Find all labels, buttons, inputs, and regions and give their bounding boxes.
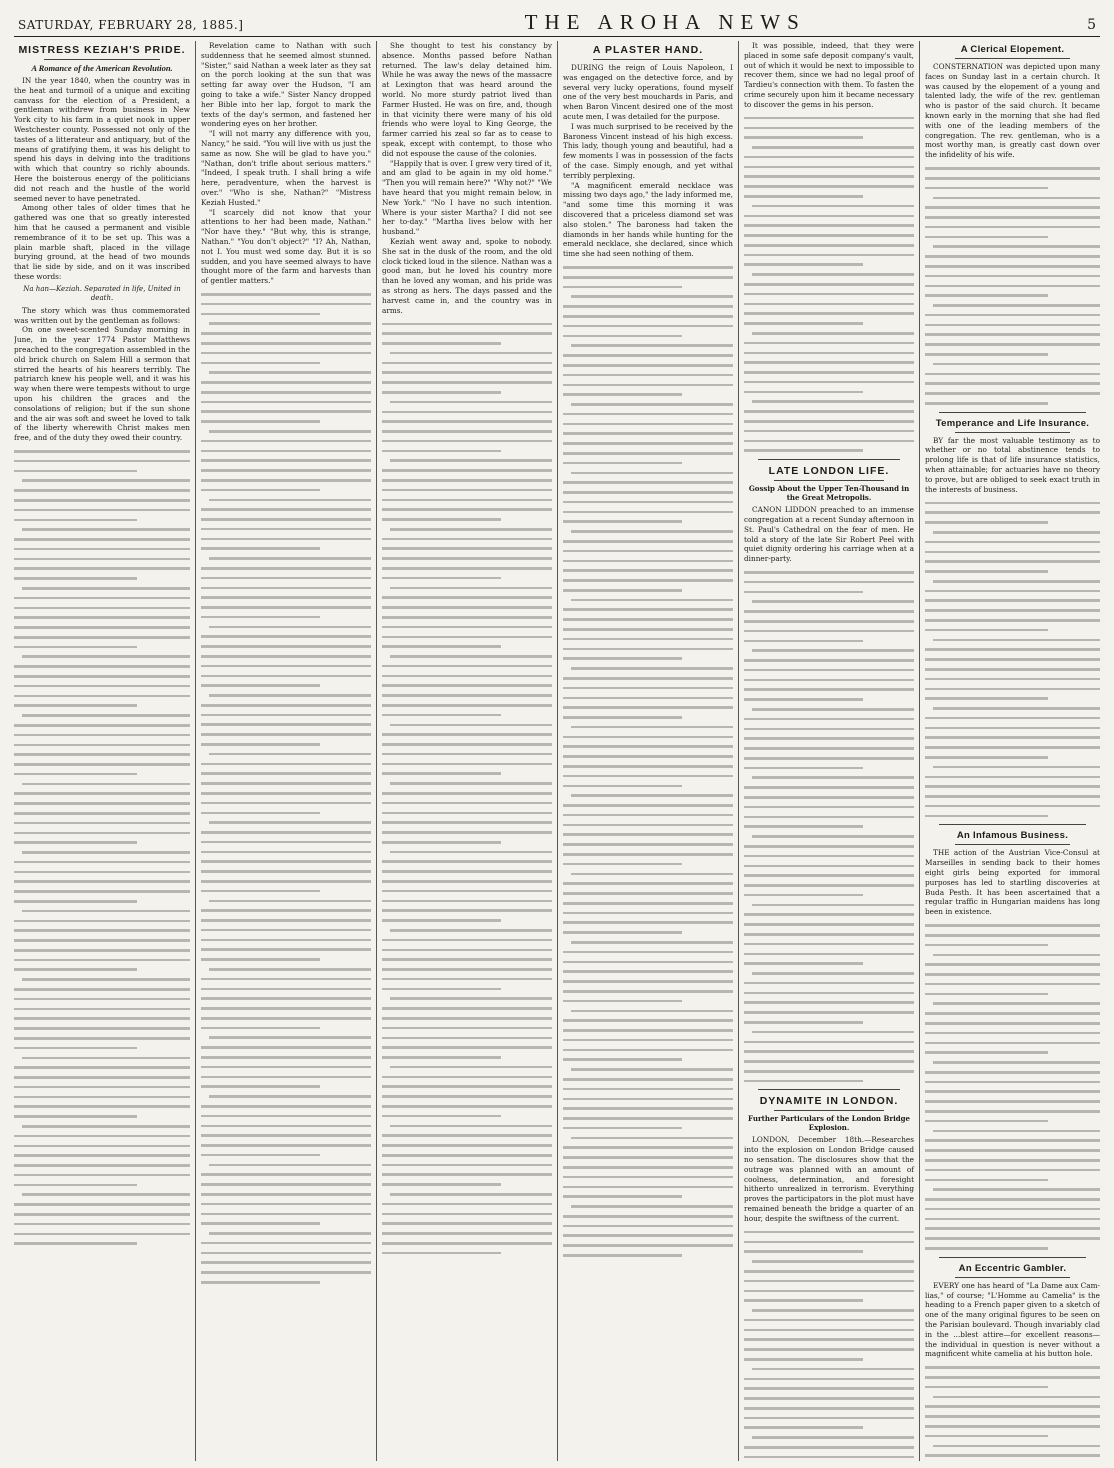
divider <box>955 432 1070 433</box>
article-body <box>925 62 1100 160</box>
article-body <box>382 41 552 315</box>
article-body <box>925 1281 1100 1359</box>
paragraph: She thought to test his constancy by absence. Months passed before Nathan returned. The law's delay detained him. While he was away the news of the massacre at Lexington that was heard around the world. No more sturdy patriot lived than Farmer Husted. He was on fire, and, though in that vicinity there were many of his old friends who were loyal to King George, the farmer carried his zeal so far as to cease to speak, except with contempt, to those who did not espouse the cause of the colonies. <box>382 41 552 158</box>
paragraph: It was possible, indeed, that they were placed in some safe deposit company's vault, out of which it would be next to impossible to recover them, since we had no legal proof of Tardieu's connection with them. To fasten the crime securely upon him it became necessary to discover the gems in his person. <box>744 41 914 109</box>
article-title-london-life: LATE LONDON LIFE. <box>768 465 890 478</box>
paragraph: "Happily that is over. I grew very tired of it, and am glad to be again in my old home." "Then you will remain here?" "Why not?" "We have heard that you might remain below, in New York." "No I have no such intention. Where is your sister Martha? I did not see her to-day." "Martha lives below with her husband." <box>382 158 552 237</box>
divider <box>955 58 1070 59</box>
column-4 <box>557 41 738 1461</box>
article-body <box>563 63 733 259</box>
divider <box>593 59 703 60</box>
article-body <box>14 76 190 443</box>
paragraph: CONSTERNATION was depicted upon many faces on Sunday last in a certain church. It was caused by the elopement of a young and talented lady, the wife of the rev. gentleman who is pastor of the said church. It became known early in the morning that she had fled with one of the leading members of the congregation. The rev. gentleman, who is a most worthy man, is greatly cast down over the infidelity of his wife. <box>925 62 1100 160</box>
text-continuation <box>14 450 190 1245</box>
article-body <box>744 505 914 564</box>
divider <box>939 1257 1086 1258</box>
text-continuation <box>744 117 914 452</box>
divider <box>939 412 1086 413</box>
article-subtitle-london-life: Gossip About the Upper Ten-Thousand in the Great Metropolis. <box>748 484 910 503</box>
article-body <box>201 41 371 286</box>
text-continuation <box>744 571 914 1082</box>
paragraph: THE action of the Austrian Vice-Consul at Marseilles in sending back to their homes eight girls being exported for immoral purposes has led to startling discoveries at Buda Pesth. It has been ascertained that a regular traffic in Hungarian maidens has long been in existence. <box>925 848 1100 917</box>
paragraph: "I scarcely did not know that your attentions to her had been made, Nathan." "Nor have they." "But why, this is strange, Nathan." "You don't object?" "I? Ah, Nathan, not I. You must wed some day. But it is so sudden, and you have seemed always to have thought more of the farm and harvests than of gentler matters." <box>201 207 371 286</box>
divider <box>44 59 160 60</box>
issue-date: SATURDAY, FEBRUARY 28, 1885.] <box>18 18 244 32</box>
text-continuation <box>563 266 733 1257</box>
divider <box>955 844 1070 845</box>
divider <box>774 480 884 481</box>
article-body <box>925 436 1100 495</box>
column-5 <box>738 41 919 1461</box>
article-subtitle-dynamite: Further Particulars of the London Bridge Explosion. <box>748 1114 910 1133</box>
inscription-verse: Na han—Keziah. Separated in life, United in death. <box>23 284 181 302</box>
column-2 <box>195 41 376 1461</box>
paragraph: Keziah went away and, spoke to nobody. She sat in the dusk of the room, and the old clock ticked loud in the silence. Nathan was a good man, but he loved his country more than he loved any woman, and his pride was as strong as hers. The days passed and the harvest came in, and the country was in arms. <box>382 236 552 315</box>
article-title-plaster-hand: A PLASTER HAND. <box>592 44 704 56</box>
paragraph: Revelation came to Nathan with such suddenness that he seemed almost stunned. "Sister," said Nathan a week later as they sat on the porch looking at the sun that was setting far away over the Hudson, "I am going to take a wife." Sister Nancy dropped her Bible into her lap, forgot to mark the texts of the day's sermon, and fastened her wondering eyes on her brother. <box>201 41 371 129</box>
column-3 <box>376 41 557 1461</box>
article-subtitle-keziah: A Romance of the American Revolution. <box>31 63 173 73</box>
text-continuation <box>201 293 371 1284</box>
masthead <box>14 10 1100 37</box>
paragraph: Among other tales of older times that he gathered was one that so greatly interested him that he caused a permanent and visible remembrance of it to be set up. This was a plain marble shaft, placed in the village burying ground, at the head of two mounds that lie side by side, and on it was inscribed these words: <box>14 203 190 281</box>
article-title-keziah: MISTRESS KEZIAH'S PRIDE. <box>18 44 186 56</box>
paragraph: On one sweet-scented Sunday morning in June, in the year 1774 Pastor Matthews preached to the congregation assembled in the old brick church on Salem Hill a sermon that stirred the hearts of his hearers terribly. The patriarch knew his people well, and it was his way when there were tempests without to urge upon his children the graces and the consolations of religion; but if the sun shone and the air was soft and sweet he loved to talk of the liberty wherewith Christ makes men free, and of the duty they owed their country. <box>14 325 190 443</box>
article-title-clerical-elopement: A Clerical Elopement. <box>960 44 1065 55</box>
text-continuation <box>925 167 1100 404</box>
article-title-temperance: Temperance and Life Insurance. <box>935 417 1090 429</box>
paragraph: The story which was thus commemorated was written out by the gentleman as follows: <box>14 305 190 325</box>
paragraph: BY far the most valuable testimony as to whether or no total abstinence tends to prolong life is that of life insurance statistics, when attainable; for actuaries have no theory to prove, but are obliged to seek exact truth in the interests of business. <box>925 435 1100 494</box>
text-continuation <box>744 1231 914 1461</box>
columns <box>14 41 1100 1461</box>
paragraph: CANON LIDDON preached to an immense congregation at a recent Sunday afternoon in St. Paul's Cathedral on the fear of men. He told a story of the late Sir Robert Peel with quiet dignity ordering his carriage when at a dinner-party. <box>744 505 914 564</box>
text-continuation <box>925 1366 1100 1461</box>
text-continuation <box>382 323 552 1255</box>
divider <box>774 1110 884 1111</box>
paragraph: I was much surprised to be received by the Baroness Vincent instead of his high excess. This lady, though young and beautiful, had a few moments I was in possession of the facts of the case. Simply enough, and yet withal terribly perplexing. <box>563 121 733 180</box>
article-title-eccentric-gambler: An Eccentric Gambler. <box>958 1262 1067 1274</box>
column-6 <box>919 41 1100 1461</box>
paragraph: "I will not marry any difference with you, Nancy," he said. "You will live with us just the same as now. She will be glad to have you." "Nathan, don't trifle about serious matters." "Indeed, I speak truth. I shall bring a wife here, peradventure, when the harvest is over." "Who is she, Nathan?" "Mistress Keziah Husted." <box>201 129 371 207</box>
newspaper-title: THE AROHA NEWS <box>524 10 806 34</box>
divider <box>758 459 900 460</box>
article-title-infamous-business: An Infamous Business. <box>956 830 1069 842</box>
article-body <box>744 41 914 110</box>
article-title-dynamite: DYNAMITE IN LONDON. <box>759 1095 899 1108</box>
page-number: 5 <box>1087 17 1096 33</box>
paragraph: DURING the reign of Louis Napoleon, I was engaged on the detective force, and by several very lucky operations, found myself one of the very best mouchards in Paris, and when Baron Vincent desired one of the most acute men, I was detailed for the purpose. <box>563 63 733 121</box>
paragraph: LONDON, December 18th.—Researches into the explosion on London Bridge caused no sensation. The disclosures show that the outrage was planned with an amount of coolness, determination, and foresight hitherto unrealized in terrorism. Everything proves the participators in the plot must have remained beneath the bridge a quarter of an hour, despite the swiftness of the current. <box>744 1135 914 1223</box>
column-1 <box>14 41 195 1461</box>
paragraph: IN the year 1840, when the country was in the heat and turmoil of a unique and exciting canvass for the election of a President, a gentleman withdrew from business in New York city to his farm in a quiet nook in upper Westchester county. Possessed not only of the tastes of a litterateur and antiquary, but of the means of gratifying them, it was his delight to spend his days in delving into the traditions with which that country so richly abounds. Here the boisterous energy of the politicians did not reach and the hustle of the world seemed never to have penetrated. <box>14 76 190 203</box>
text-continuation <box>925 502 1100 818</box>
text-continuation <box>925 924 1100 1249</box>
article-body <box>744 1135 914 1223</box>
paragraph: EVERY one has heard of "La Dame aux Cam-lias," of course; "L'Homme au Camelia" is the heading to a French paper given to a sketch of one of the many original figures to be seen on the Parisian boulevard. Though invariably clad in the ...blest attire—for excellent reasons—the individual in question is never without a magnificent white camelia at his button hole. <box>925 1280 1100 1359</box>
divider <box>758 1089 900 1090</box>
paragraph: "A magnificent emerald necklace was missing two days ago," the lady informed me, "and some time this morning it was discovered that a priceless diamond set was also stolen." The baroness had taken the diamonds in her hands while hunting for the emerald necklace, she declared, since which time she had seen nothing of them. <box>563 180 733 259</box>
divider <box>955 1277 1070 1278</box>
article-body <box>925 848 1100 917</box>
divider <box>939 824 1086 825</box>
